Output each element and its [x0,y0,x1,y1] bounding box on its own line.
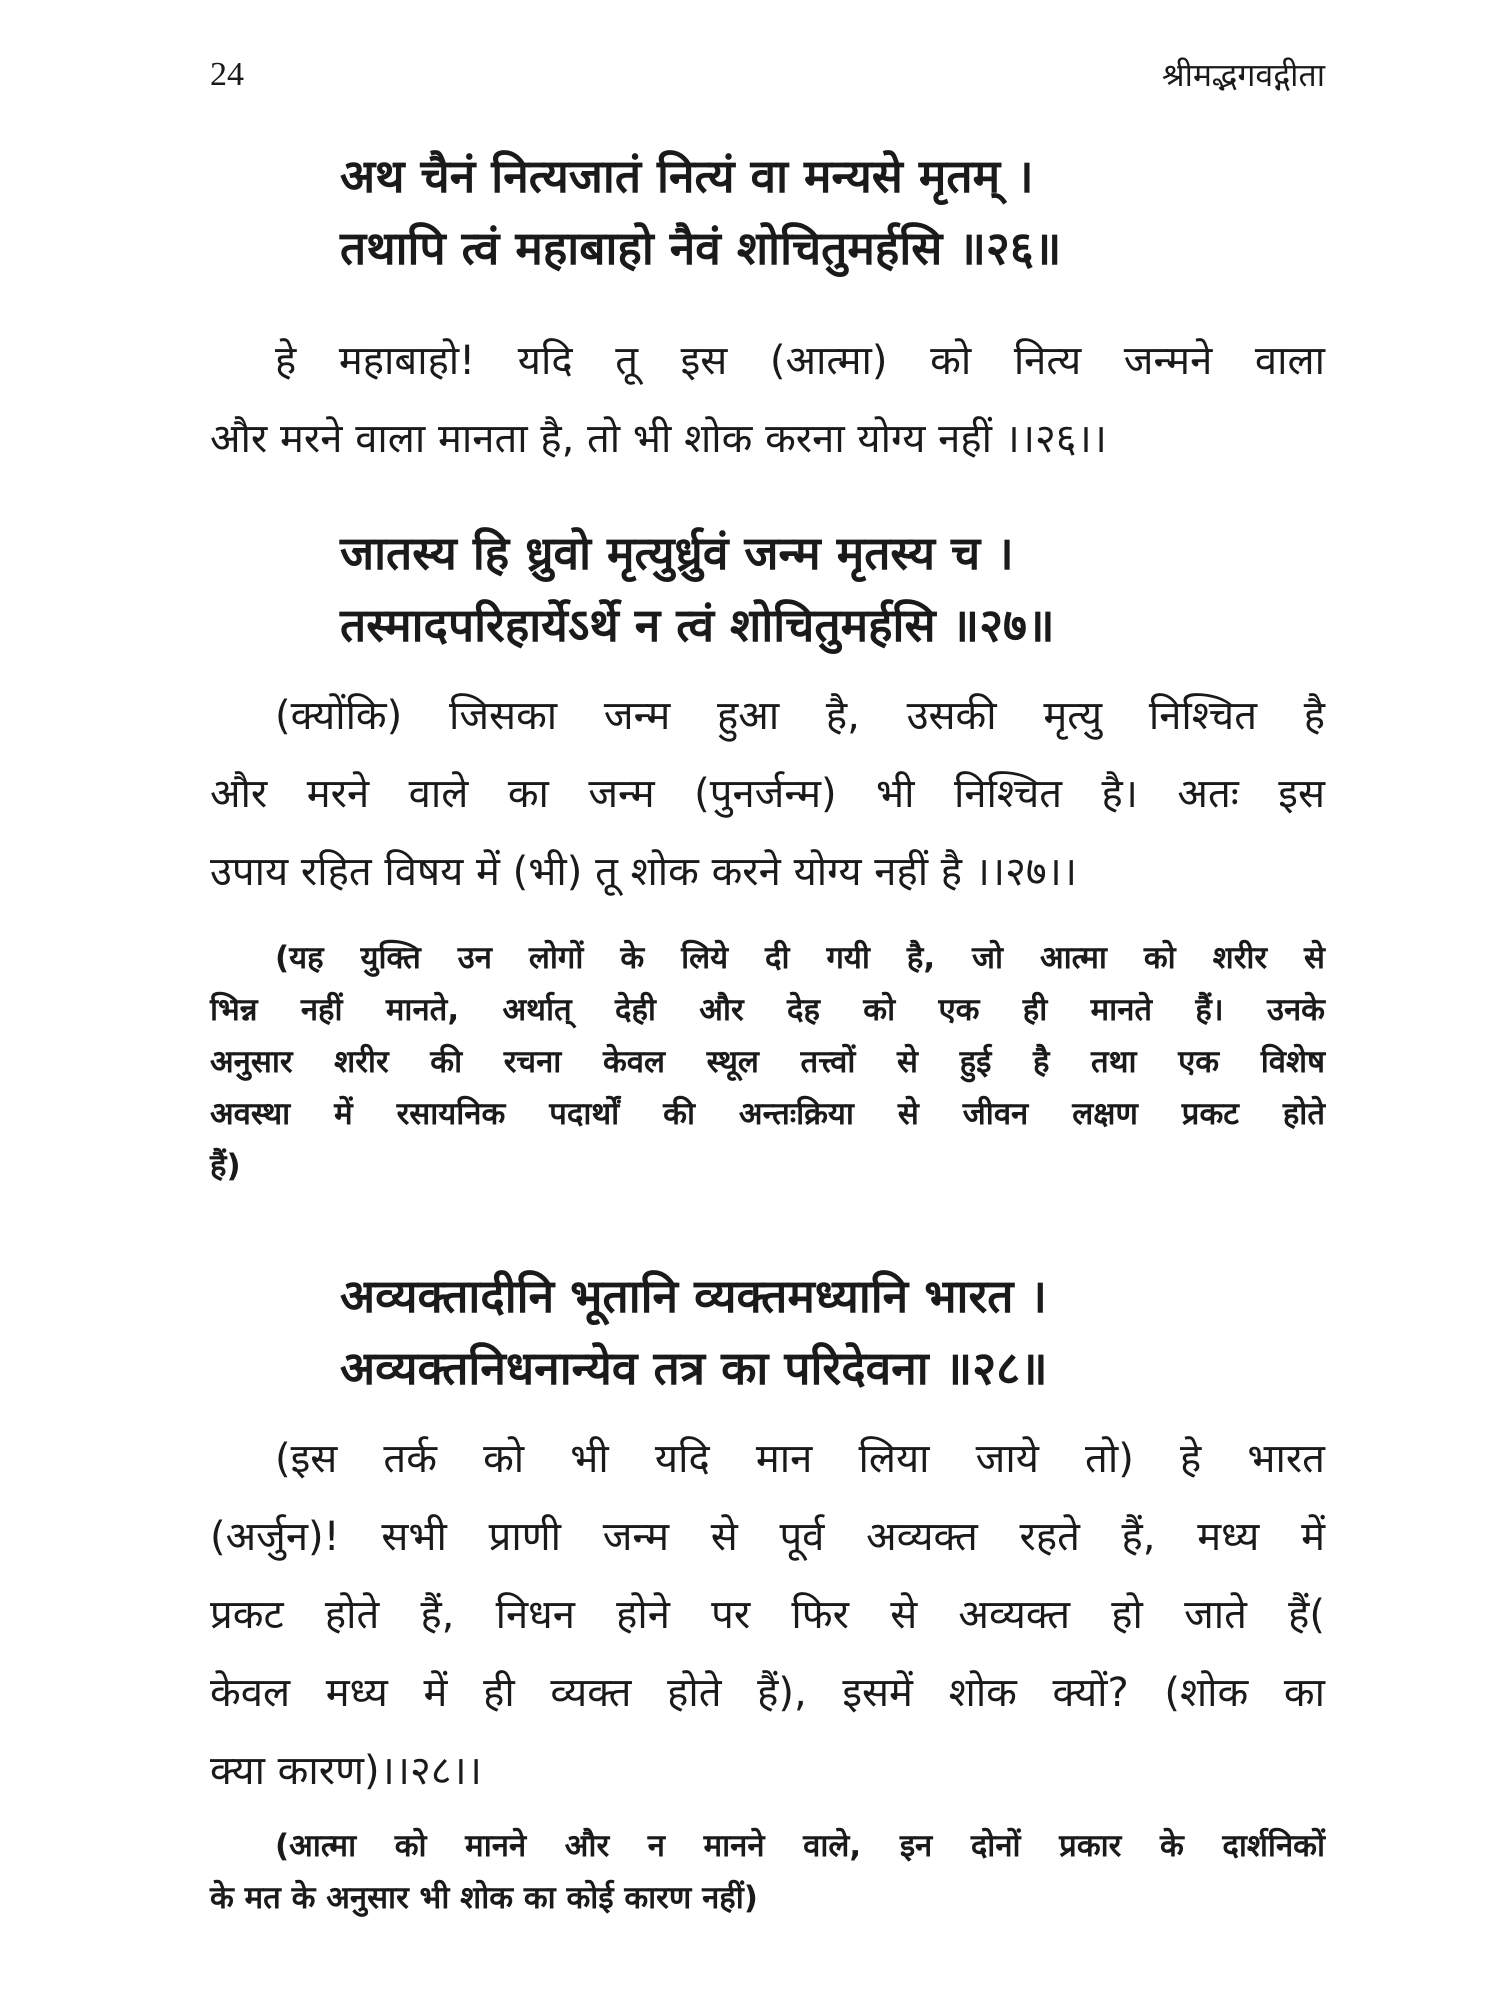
note-line: (आत्मा को मानने और न मानने वाले, इन दोनों प्रकार के दार्शनिकों [275,1828,1325,1864]
sanskrit-verse-27 [340,517,1340,661]
explanatory-note-28 [210,1820,1325,1924]
sanskrit-verse-28 [340,1260,1340,1404]
verse-line: तथापि त्वं महाबाहो नैवं शोचितुमर्हसि ॥२६॥ [340,221,1062,275]
page-number: 24 [210,56,244,93]
verse-line: जातस्य हि ध्रुवो मृत्युर्ध्रुवं जन्म मृतस्य च । [340,526,1014,580]
running-title: श्रीमद्भगवद्गीता [1161,56,1325,94]
note-line: (यह युक्ति उन लोगों के लिये दी गयी है, जो आत्मा को शरीर से [275,940,1325,976]
translation-line: और मरने वाले का जन्म (पुनर्जन्म) भी निश्चित है। अतः इस [210,771,1325,817]
verse-line: अथ चैनं नित्यजातं नित्यं वा मन्यसे मृतम् । [340,149,1034,203]
hindi-translation-28 [210,1420,1325,1810]
hindi-translation-26 [210,322,1325,478]
hindi-translation-27 [210,677,1325,911]
note-line: अवस्था में रसायनिक पदार्थों की अन्तःक्रिया से जीवन लक्षण प्रकट होते [210,1096,1325,1132]
translation-line: प्रकट होते हैं, निधन होने पर फिर से अव्यक्त हो जाते हैं( [210,1592,1325,1638]
note-line: भिन्न नहीं मानते, अर्थात् देही और देह को एक ही मानते हैं। उनके [210,992,1325,1028]
translation-line: (क्योंकि) जिसका जन्म हुआ है, उसकी मृत्यु निश्चित है [275,693,1325,739]
verse-line: अव्यक्तादीनि भूतानि व्यक्तमध्यानि भारत । [340,1269,1047,1323]
translation-line: उपाय रहित विषय में (भी) तू शोक करने योग्य नहीं है ।।२७।। [210,849,1077,895]
verse-line: अव्यक्तनिधनान्येव तत्र का परिदेवना ॥२८॥ [340,1341,1048,1395]
translation-line: क्या कारण)।।२८।। [210,1748,482,1794]
sanskrit-verse-26 [340,140,1340,284]
translation-line: हे महाबाहो! यदि तू इस (आत्मा) को नित्य जन्मने वाला [275,338,1325,384]
note-line: के मत के अनुसार भी शोक का कोई कारण नहीं) [210,1880,758,1916]
explanatory-note-27 [210,932,1325,1192]
translation-line: केवल मध्य में ही व्यक्त होते हैं), इसमें शोक क्यों? (शोक का [210,1670,1325,1716]
note-line: हैं) [210,1148,241,1184]
verse-line: तस्मादपरिहार्येऽर्थे न त्वं शोचितुमर्हसि ॥२७॥ [340,598,1055,652]
page-header [210,55,1325,115]
translation-line: और मरने वाला मानता है, तो भी शोक करना योग्य नहीं ।।२६।। [210,416,1107,462]
note-line: अनुसार शरीर की रचना केवल स्थूल तत्त्वों से हुई है तथा एक विशेष [210,1044,1325,1080]
translation-line: (इस तर्क को भी यदि मान लिया जाये तो) हे भारत [275,1436,1325,1482]
translation-line: (अर्जुन)! सभी प्राणी जन्म से पूर्व अव्यक्त रहते हैं, मध्य में [210,1514,1325,1560]
